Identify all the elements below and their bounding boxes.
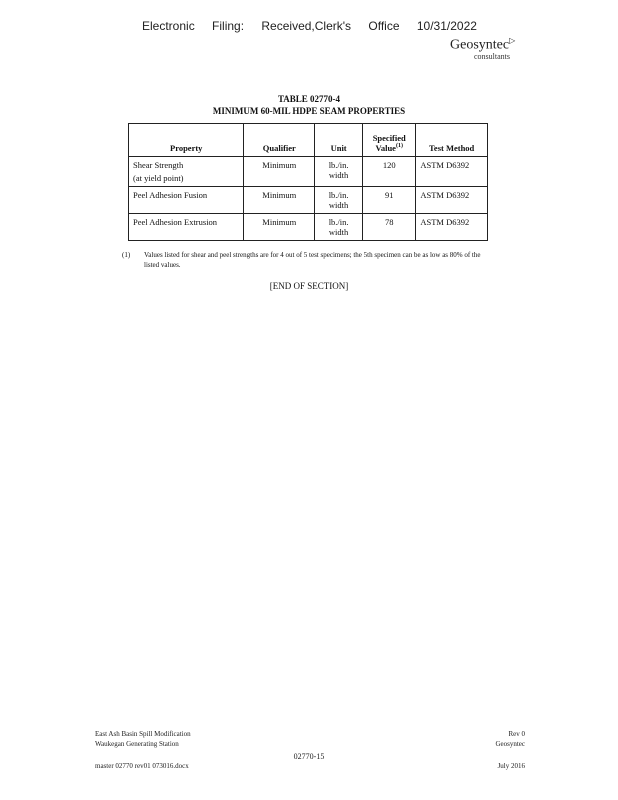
column-header: Unit — [315, 124, 363, 157]
cell-qualifier: Minimum — [244, 214, 315, 241]
stamp-word: Filing: — [212, 19, 245, 33]
page-number: 02770-15 — [293, 752, 325, 761]
column-header: Test Method — [416, 124, 488, 157]
column-header: Property — [129, 124, 244, 157]
footnote-ref: (1) — [395, 143, 403, 150]
footnote-text: Values listed for shear and peel strengths are for 4 out of 5 test specimens; the 5th specimen can be as low as 80% of the listed values. — [144, 251, 481, 269]
filing-stamp — [142, 19, 491, 33]
table-row — [129, 157, 488, 187]
property-name: Shear Strength — [133, 160, 184, 170]
stamp-word: Electronic — [142, 19, 195, 33]
cell-qualifier: Minimum — [244, 187, 315, 214]
footer-left — [95, 729, 191, 771]
cell-method: ASTM D6392 — [416, 214, 488, 241]
cell-unit — [315, 214, 363, 241]
table-footnote — [122, 250, 488, 270]
column-header: Specified Value — [372, 133, 406, 153]
footer-site: Waukegan Generating Station — [95, 740, 179, 748]
company-logo — [450, 36, 515, 54]
logo-subtitle: consultants — [474, 52, 510, 61]
table-header-row — [129, 124, 488, 157]
footer-filename: master 02770 rev01 073016.docx — [95, 762, 189, 770]
footer-project: East Ash Basin Spill Modification — [95, 730, 191, 738]
cell-unit — [315, 187, 363, 214]
column-header: Qualifier — [244, 124, 315, 157]
cell-unit — [315, 157, 363, 187]
column-header-value — [363, 124, 416, 157]
logo-mark-icon: ▷ — [509, 36, 516, 45]
unit-text: width — [328, 170, 349, 180]
table-subtitle: MINIMUM 60-MIL HDPE SEAM PROPERTIES — [212, 106, 406, 116]
cell-property: Peel Adhesion Extrusion — [129, 214, 244, 241]
footer-revision: Rev 0 — [508, 730, 525, 738]
unit-text: width — [328, 200, 349, 210]
unit-text: width — [328, 227, 349, 237]
footer-date: July 2016 — [497, 762, 525, 770]
cell-value: 91 — [363, 187, 416, 214]
unit-text: lb./in. — [328, 160, 349, 170]
stamp-word: Received,Clerk's — [261, 19, 352, 33]
cell-value: 78 — [363, 214, 416, 241]
seam-properties-table — [128, 123, 488, 241]
footer-right — [470, 729, 525, 771]
unit-text: lb./in. — [328, 190, 349, 200]
table-row — [129, 214, 488, 241]
stamp-word: Office — [368, 19, 400, 33]
table-title — [0, 93, 618, 117]
end-of-section: [END OF SECTION] — [269, 281, 349, 291]
cell-value: 120 — [363, 157, 416, 187]
property-note: (at yield point) — [133, 173, 184, 183]
footer-company: Geosyntec — [495, 740, 525, 748]
cell-property — [129, 157, 244, 187]
table-number: TABLE 02770-4 — [277, 94, 341, 104]
stamp-date: 10/31/2022 — [416, 19, 477, 33]
cell-qualifier: Minimum — [244, 157, 315, 187]
footnote-number: (1) — [122, 251, 131, 259]
table-row — [129, 187, 488, 214]
cell-property: Peel Adhesion Fusion — [129, 187, 244, 214]
logo-text: Geosyntec — [450, 37, 510, 53]
unit-text: lb./in. — [328, 217, 349, 227]
cell-method: ASTM D6392 — [416, 187, 488, 214]
cell-method: ASTM D6392 — [416, 157, 488, 187]
